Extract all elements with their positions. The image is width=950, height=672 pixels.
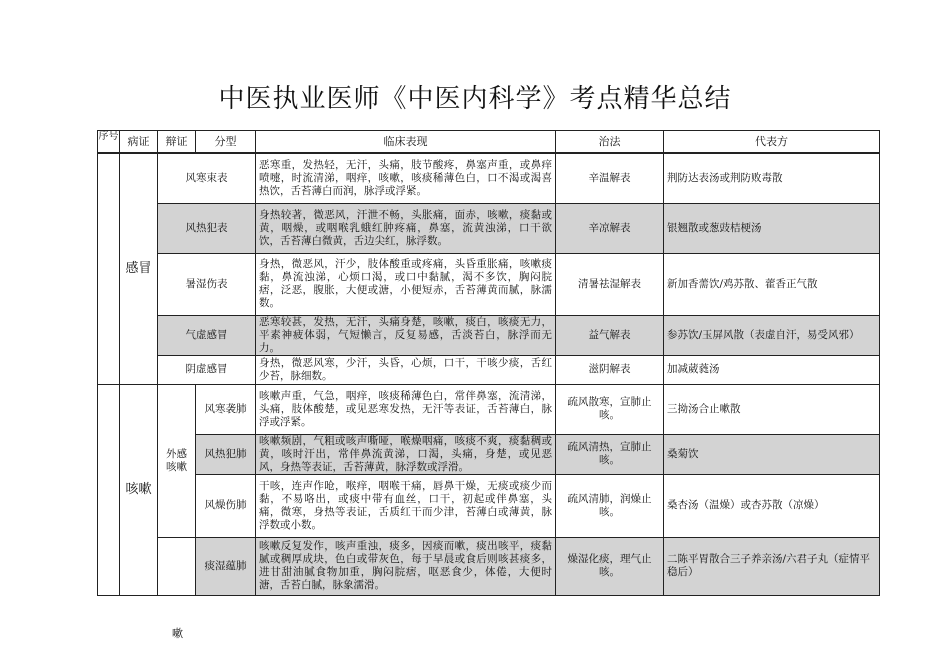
header-type: 分型 <box>196 131 256 154</box>
treatment-cell: 滋阴解表 <box>556 355 664 384</box>
herbal-table <box>97 130 880 596</box>
clinical-cell: 干咳，连声作呛，喉痒，咽喉干痛，唇鼻干燥，无痰或痰少而黏，不易咯出，或痰中带有血丝，口干，初起或伴鼻塞，头痛，微寒，身热等表证，舌质红干而少津，苔薄白或薄黄，脉浮数或小数。 <box>256 474 556 537</box>
formula-cell: 参苏饮/玉屏风散（表虚自汗，易受风邪） <box>664 315 880 355</box>
treatment-cell: 疏风清肺，润燥止咳。 <box>556 474 664 537</box>
treatment-cell: 辛凉解表 <box>556 203 664 253</box>
header-clinical: 临床表现 <box>256 131 556 154</box>
treatment-cell: 疏风清热，宣肺止咳。 <box>556 434 664 474</box>
clinical-cell: 恶寒较甚，发热，无汗，头痛身楚，咳嗽，痰白，咳痰无力，平素神疲体弱，气短懒言，反复易感，舌淡苔白，脉浮而无力。 <box>256 315 556 355</box>
clinical-cell: 咳嗽反复发作，咳声重浊，痰多，因痰而嗽，痰出咳平，痰黏腻或稠厚成块，色白或带灰色，每于早晨或食后则咳甚痰多，进甘甜油腻食物加重，胸闷脘痞，呕恶食少，体倦，大便时溏，舌苔白腻，脉象濡滑。 <box>256 537 556 595</box>
table-row <box>98 355 880 384</box>
treatment-cell: 辛温解表 <box>556 153 664 203</box>
treatment-cell: 益气解表 <box>556 315 664 355</box>
header-index: 序号 <box>98 131 120 154</box>
table-row <box>98 203 880 253</box>
pattern-cell-empty <box>158 537 196 595</box>
table-row <box>98 384 880 434</box>
table-row <box>98 153 880 203</box>
formula-cell: 二陈平胃散合三子养亲汤/六君子丸（症情平稳后） <box>664 537 880 595</box>
type-cell: 风寒束表 <box>158 153 256 203</box>
table-row <box>98 474 880 537</box>
clinical-cell: 咳嗽频剧，气粗或咳声嘶哑，喉燥咽痛，咳痰不爽，痰黏稠或黄，咳时汗出，常伴鼻流黄涕，口渴，头痛，身楚，或见恶风，身热等表证，舌苔薄黄，脉浮数或浮滑。 <box>256 434 556 474</box>
disease-label: 咳嗽 <box>125 482 152 497</box>
clinical-cell: 咳嗽声重，气急，咽痒，咳痰稀薄色白，常伴鼻塞，流清涕，头痛，肢体酸楚，或见恶寒发热，无汗等表证，舌苔薄白，脉浮或浮紧。 <box>256 384 556 434</box>
type-cell: 气虚感冒 <box>158 315 256 355</box>
disease-cell-kesou <box>120 384 158 595</box>
pattern-cell-external: 外感咳嗽 <box>158 384 196 537</box>
clinical-cell: 身热，微恶风，汗少，肢体酸重或疼痛，头昏重胀痛，咳嗽痰黏，鼻流浊涕，心烦口渴，或口中黏腻，渴不多饮，胸闷脘痞，泛恶，腹胀，大便或溏，小便短赤，舌苔薄黄而腻，脉濡数。 <box>256 253 556 315</box>
table-header-row <box>98 131 880 154</box>
header-formula: 代表方 <box>664 131 880 154</box>
header-pattern: 辩证 <box>158 131 196 154</box>
formula-cell: 三拗汤合止嗽散 <box>664 384 880 434</box>
index-cell <box>98 153 120 384</box>
formula-cell: 加减葳蕤汤 <box>664 355 880 384</box>
formula-cell: 桑菊饮 <box>664 434 880 474</box>
disease-cell-ganmao <box>120 153 158 384</box>
table-row <box>98 253 880 315</box>
table-row <box>98 434 880 474</box>
header-treatment: 治法 <box>556 131 664 154</box>
type-cell: 风热犯表 <box>158 203 256 253</box>
table-row <box>98 537 880 595</box>
index-cell <box>98 384 120 595</box>
formula-cell: 荆防达表汤或荆防败毒散 <box>664 153 880 203</box>
type-cell: 风寒袭肺 <box>196 384 256 434</box>
type-cell: 暑湿伤表 <box>158 253 256 315</box>
clinical-cell: 身热较著，微恶风，汗泄不畅，头胀痛，面赤，咳嗽，痰黏或黄，咽燥，或咽喉乳蛾红肿疼痛，鼻塞，流黄浊涕，口干欲饮，舌苔薄白微黄，舌边尖红，脉浮数。 <box>256 203 556 253</box>
formula-cell: 桑杏汤（温燥）或杏苏散（凉燥） <box>664 474 880 537</box>
header-disease: 病证 <box>120 131 158 154</box>
clinical-cell: 身热，微恶风寒，少汗，头昏，心烦，口干，干咳少痰，舌红少苔，脉细数。 <box>256 355 556 384</box>
treatment-cell: 清暑祛湿解表 <box>556 253 664 315</box>
treatment-cell: 疏风散寒，宣肺止咳。 <box>556 384 664 434</box>
clinical-cell: 恶寒重，发热轻，无汗，头痛，肢节酸疼，鼻塞声重，或鼻痒喷嚏，时流清涕，咽痒，咳嗽，咳痰稀薄色白，口不渴或渴喜热饮，舌苔薄白而润，脉浮或浮紧。 <box>256 153 556 203</box>
disease-label: 感冒 <box>125 261 152 277</box>
type-cell: 风燥伤肺 <box>196 474 256 537</box>
type-cell: 痰湿蕴肺 <box>196 537 256 595</box>
page-title: 中医执业医师《中医内科学》考点精华总结 <box>218 84 732 114</box>
formula-cell: 新加香薷饮/鸡苏散、藿香正气散 <box>664 253 880 315</box>
treatment-cell: 燥湿化痰，理气止咳。 <box>556 537 664 595</box>
formula-cell: 银翘散或葱豉桔梗汤 <box>664 203 880 253</box>
type-cell: 风热犯肺 <box>196 434 256 474</box>
table-row <box>98 315 880 355</box>
type-cell: 阴虚感冒 <box>158 355 256 384</box>
footer-char: 嗽 <box>172 627 183 640</box>
